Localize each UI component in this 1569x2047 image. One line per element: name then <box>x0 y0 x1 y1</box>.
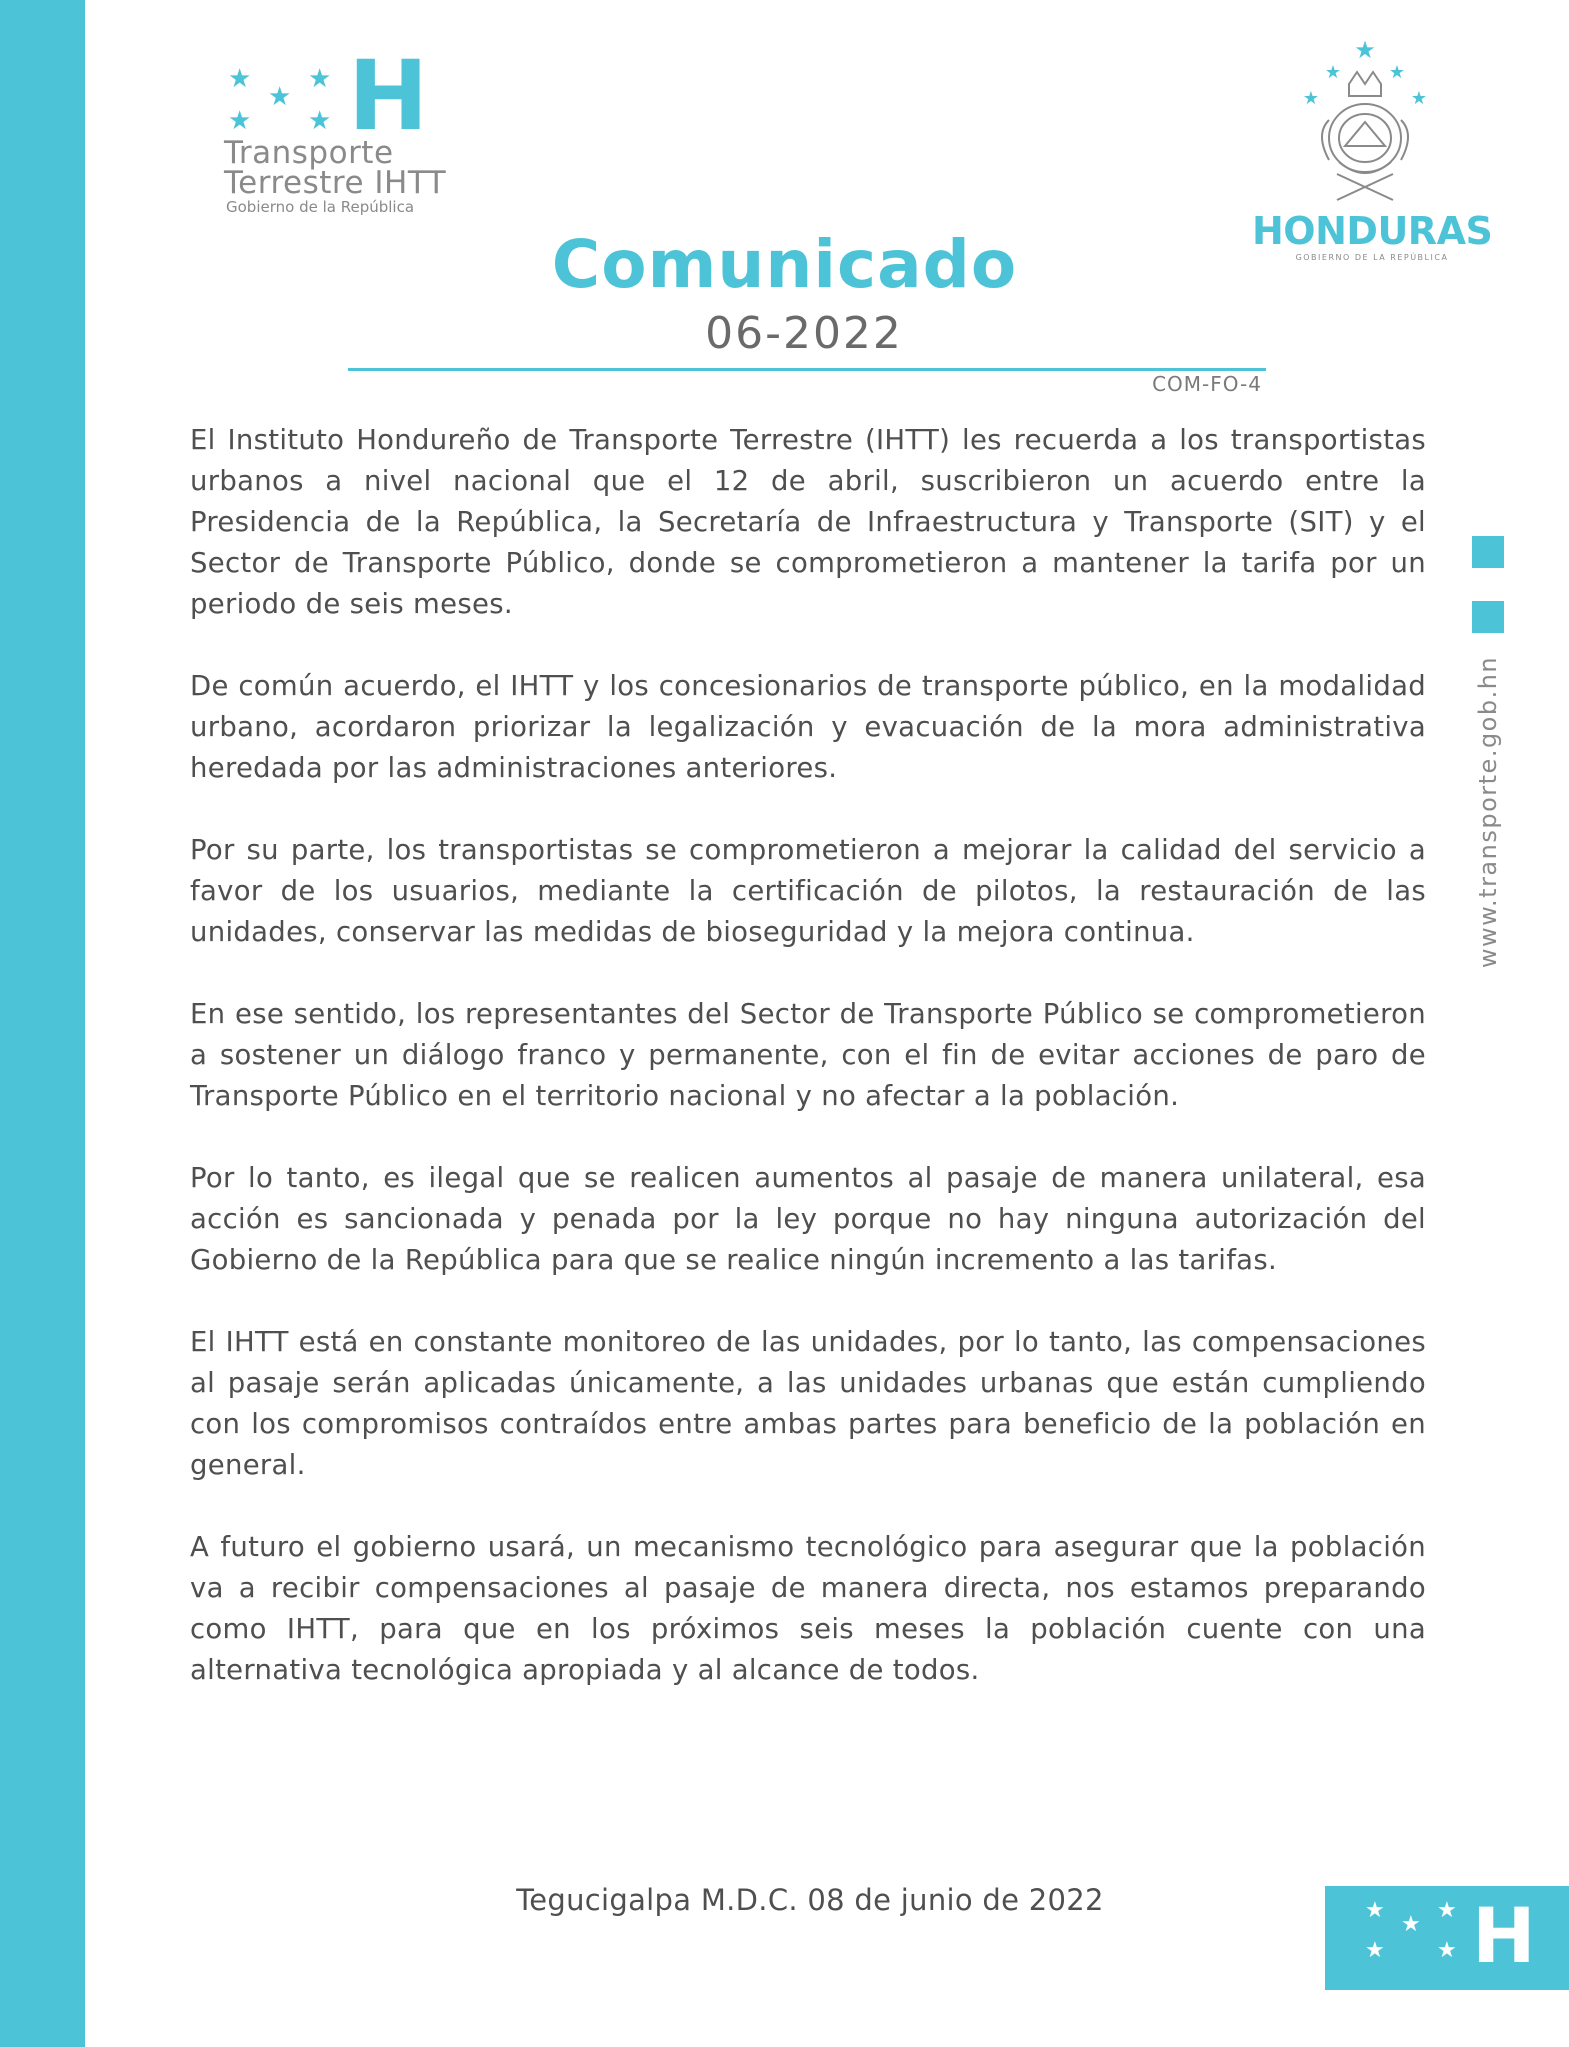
badge-letter-mark: H <box>1472 1891 1536 1980</box>
honduras-wordmark: HONDURAS <box>1252 209 1493 253</box>
communique-number: 06-2022 <box>705 308 903 359</box>
ihtt-name-line1: Transporte <box>224 135 394 171</box>
five-stars-icon: ★ ★ ★ ★ ★ <box>1365 1898 1457 1963</box>
decorative-square <box>1472 536 1504 568</box>
paragraph: Por su parte, los transportistas se comprometieron a mejorar la calidad del servicio a favor de los usuarios, mediante la certificación de pilotos, la restauración de las unidades, conservar las medidas de bioseguridad y la mejora continua. <box>190 834 1426 948</box>
honduras-government-line: GOBIERNO DE LA REPÚBLICA <box>1295 253 1449 262</box>
svg-text:★: ★ <box>1410 88 1428 109</box>
ihtt-logo <box>220 40 480 222</box>
decorative-square <box>1472 601 1504 633</box>
svg-text:★: ★ <box>1388 62 1406 83</box>
ihtt-letter-mark: H <box>348 40 429 152</box>
left-color-band <box>0 0 85 2047</box>
svg-text:★: ★ <box>1302 88 1320 109</box>
paragraph: El Instituto Hondureño de Transporte Terrestre (IHTT) les recuerda a los transportistas urbanos a nivel nacional que el 12 de abril, suscribieron un acuerdo entre la Presidencia de la República, la Secretaría de Infraestructura y Transporte (SIT) y el Sector de Transporte Público, donde se comprometieron a mantener la tarifa por un periodo de seis meses. <box>190 424 1426 620</box>
coat-of-arms-icon <box>1285 34 1445 204</box>
paragraph: Por lo tanto, es ilegal que se realicen aumentos al pasaje de manera unilateral, esa acción es sancionada y penada por la ley porque no hay ninguna autorización del Gobierno de la República para que se realice ningún incremento a las tarifas. <box>190 1162 1426 1276</box>
paragraph: A futuro el gobierno usará, un mecanismo tecnológico para asegurar que la población va a recibir compensaciones al pasaje de manera directa, nos estamos preparando como IHTT, para que en los próximos seis meses la población cuente con una alternativa tecnológica apropiada y al alcance de todos. <box>190 1531 1426 1686</box>
form-code: COM-FO-4 <box>1152 372 1262 396</box>
communique-body <box>190 420 1426 1732</box>
page-title: Comunicado <box>551 226 1018 303</box>
svg-text:★: ★ <box>1354 36 1376 64</box>
paragraph: El IHTT está en constante monitoreo de las unidades, por lo tanto, las compensaciones al pasaje serán aplicadas únicamente, a las unidades urbanas que están cumpliendo con los compromisos contraídos entre ambas partes para beneficio de la población en general. <box>190 1326 1426 1481</box>
ihtt-name-line2: Terrestre IHTT <box>224 165 447 201</box>
title-divider <box>348 368 1266 371</box>
ihtt-badge <box>1325 1886 1569 1990</box>
svg-text:★: ★ <box>1324 62 1342 83</box>
paragraph: En ese sentido, los representantes del Sector de Transporte Público se comprometieron a sostener un diálogo franco y permanente, con el fin de evitar acciones de paro de Transporte Público en el territorio nacional y no afectar a la población. <box>190 998 1426 1112</box>
place-and-date: Tegucigalpa M.D.C. 08 de junio de 2022 <box>516 1883 1104 1917</box>
website-link[interactable]: www.transporte.gob.hn <box>1474 655 1502 969</box>
five-stars-icon: ★ ★ ★ ★ ★ <box>228 64 332 136</box>
ihtt-government-line: Gobierno de la República <box>226 198 415 216</box>
paragraph: De común acuerdo, el IHTT y los concesionarios de transporte público, en la modalidad urbano, acordaron priorizar la legalización y evacuación de la mora administrativa heredada por las administraciones anteriores. <box>190 670 1426 784</box>
